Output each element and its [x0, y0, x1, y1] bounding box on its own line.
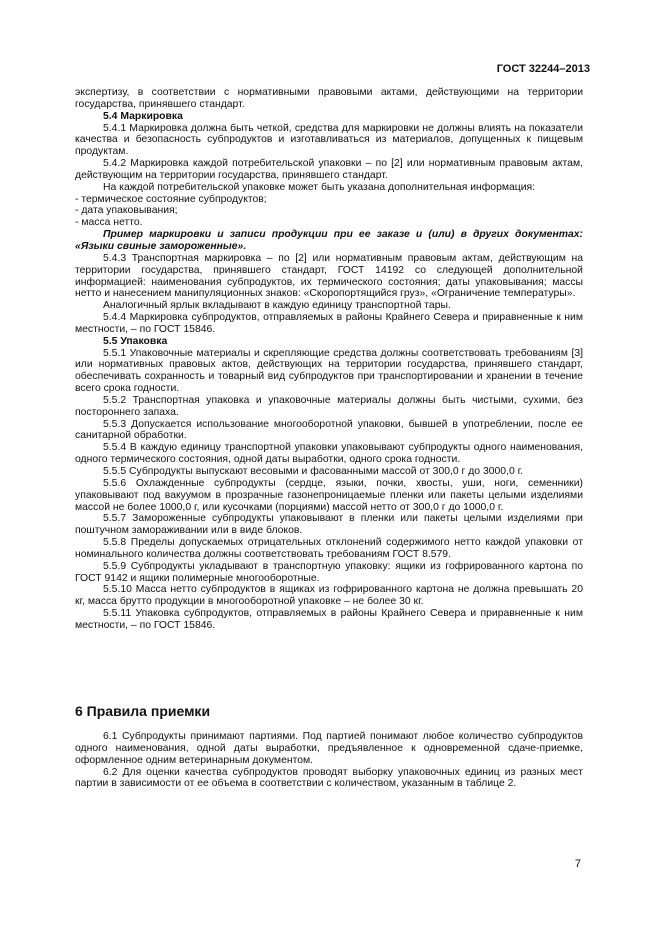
- paragraph: 5.4.3 Транспортная маркировка – по [2] или нормативным правовым актам, действующим на территории государства, принявшего стандарт, ГОСТ 14192 со следующей дополнительной информацией: наименования субпродуктов, их термического состояния; даты упаковывания; массы нетто и нанесением манипуляционных знаков: «Скоропортящийся груз», «Ограничение температуры».: [75, 252, 583, 300]
- document-code: ГОСТ 32244–2013: [496, 63, 590, 75]
- paragraph: 5.4.1 Маркировка должна быть четкой, средства для маркировки не должны влиять на показатели качества и безопасность субпродуктов и изготавливаться из материалов, допущенных к пищевым продуктам.: [75, 122, 583, 158]
- paragraph: 5.4.2 Маркировка каждой потребительской упаковки – по [2] или нормативным правовым актам, действующим на территории государства, принявшего стандарт.: [75, 158, 583, 181]
- paragraph: 5.5.10 Масса нетто субпродуктов в ящиках из гофрированного картона не должна превышать 20 кг, масса брутто продукции в многооборотной упаковке – не более 30 кг.: [75, 584, 583, 608]
- paragraph: 5.5.8 Пределы допускаемых отрицательных отклонений содержимого нетто каждой упаковки от номинального количества должны соответствовать требованиям ГОСТ 8.579.: [75, 537, 583, 560]
- subsection-heading: 5.4 Маркировка: [103, 110, 183, 122]
- paragraph: 5.5.1 Упаковочные материалы и скрепляющие средства должны соответствовать требованиям [3] или нормативных правовых актов, действующих на территории государства, принявшего стандарт, обеспечивать сохранность и товарный вид субпродуктов при транспортировании и хранении в течение всего срока годности.: [75, 347, 583, 395]
- paragraph: 5.5.9 Субпродукты укладывают в транспортную упаковку: ящики из гофрированного картона по ГОСТ 9142 и ящики полимерные многооборотные.: [75, 560, 583, 584]
- section-title: 6 Правила приемки: [75, 703, 211, 719]
- paragraph: 6.2 Для оценки качества субпродуктов проводят выборку упаковочных единиц из разных мест партии в зависимости от ее объема в соответствии с количеством, указанным в таблице 2.: [75, 766, 583, 790]
- paragraph: 5.5.4 В каждую единицу транспортной упаковки упаковывают субпродукты одного наименования, одного термического состояния, одной даты выработки, одного срока годности.: [75, 442, 583, 466]
- page-number: 7: [574, 858, 581, 870]
- example-text: Пример маркировки и записи продукции при ее заказе и (или) в других документах: «Языки свиные замороженные».: [75, 229, 583, 252]
- paragraph: 5.5.5 Субпродукты выпускают весовыми и фасованными массой от 300,0 г до 3000,0 г.: [103, 466, 524, 477]
- paragraph: экспертизу, в соответствии с нормативными правовыми актами, действующими на территории государства, принявшего стандарт.: [75, 87, 583, 110]
- subsection-heading: 5.5 Упаковка: [103, 335, 168, 347]
- paragraph: 5.5.3 Допускается использование многооборотной упаковки, бывшей в употреблении, после ее санитарной обработки.: [75, 418, 583, 442]
- paragraph: 5.5.2 Транспортная упаковка и упаковочные материалы должны быть чистыми, сухими, без постороннего запаха.: [75, 394, 583, 418]
- paragraph: 6.1 Субпродукты принимают партиями. Под партией понимают любое количество субпродуктов одного наименования, одной даты выработки, предъявленное к одновременной сдаче-приемке, оформленное одним ветеринарным документом.: [75, 731, 583, 766]
- paragraph: 5.5.7 Замороженные субпродукты упаковывают в пленки или пакеты целыми изделиями при поштучном замораживании или в виде блоков.: [75, 513, 583, 537]
- paragraph: 5.5.6 Охлажденные субпродукты (сердце, языки, почки, хвосты, уши, ноги, семенники) упаковывают под вакуумом в прозрачные газонепроницаемые пленки или пакеты целыми изделиями массой не более 1000,0 г, или кусочками (порциями) массой нетто от 300,0 г до 1000,0 г.: [75, 477, 583, 513]
- paragraph: Аналогичный ярлык вкладывают в каждую единицу транспортной тары.: [103, 300, 451, 312]
- list-item: - дата упаковывания;: [75, 205, 178, 217]
- list-item: - масса нетто.: [75, 217, 143, 229]
- paragraph: 5.4.4 Маркировка субпродуктов, отправляемых в районы Крайнего Севера и приравненные к ним местности, – по ГОСТ 15846.: [75, 312, 583, 335]
- body-text-block: [75, 87, 583, 632]
- paragraph: На каждой потребительской упаковке может быть указана дополнительная информация:: [103, 181, 536, 193]
- list-item: - термическое состояние субпродуктов;: [75, 193, 267, 205]
- paragraph: 5.5.11 Упаковка субпродуктов, отправляемых в районы Крайнего Севера и приравненные к ним местности, – по ГОСТ 15846.: [75, 608, 583, 631]
- section-6-text: [75, 731, 583, 790]
